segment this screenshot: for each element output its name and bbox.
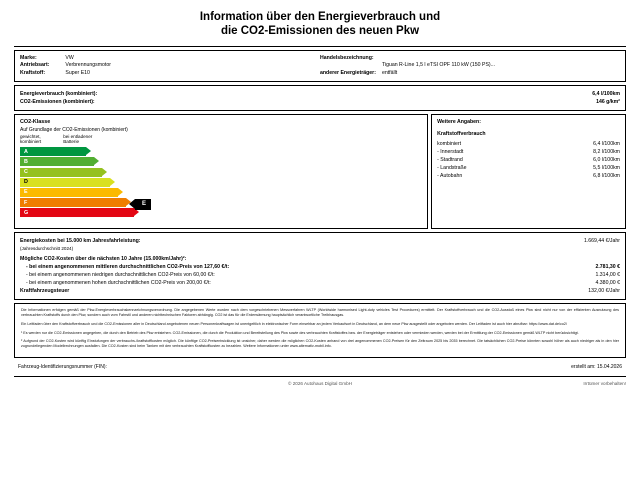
model-name-label: Handelsbezeichnung: (320, 55, 374, 61)
drive-type-label: Antriebsart: (20, 62, 50, 69)
footer-disclaimer: Irrtümer vorbehalten! (583, 380, 626, 386)
vehicle-left-column (20, 55, 320, 77)
additional-info-box (431, 114, 626, 229)
footer-copyright: © 2026 Autohaus Digital GmbH (288, 380, 352, 386)
class-label-d: D (24, 179, 28, 186)
title-divider (14, 46, 626, 47)
fc-suburban-value: 6,0 l/100km (593, 157, 620, 164)
note-weighted: gewichtet, (20, 134, 41, 140)
vehicle-tax-value: 132,00 €/Jahr (588, 288, 620, 295)
additional-info-row (437, 140, 620, 148)
co2-cost-mid-label: - bei einem angenommenen mittleren durchschnittlichen CO2-Preis von 127,60 €/t: (26, 264, 230, 271)
fin-label: Fahrzeug-Identifizierungsnummer (FIN): (18, 363, 107, 370)
fin-row (14, 358, 626, 370)
fc-rural-label: - Landstraße (437, 165, 467, 172)
fc-highway-label: - Autobahn (437, 173, 463, 180)
class-bar-c (20, 168, 102, 177)
consumption-box (14, 85, 626, 111)
class-bar-f (20, 198, 126, 207)
vehicle-tax-row (20, 287, 620, 295)
co2-class-heading: CO2-Klasse (20, 119, 51, 126)
co2-class-section (14, 114, 626, 229)
fc-city-value: 8,2 l/100km (593, 149, 620, 156)
class-bar-a (20, 147, 86, 156)
class-bar-b (20, 157, 94, 166)
fuel-label: Kraftstoff: (20, 69, 46, 76)
fuel-value: Super E10 (65, 69, 90, 76)
co2-cost-row (20, 263, 620, 271)
energy-consumption-value: 6,4 l/100km (592, 91, 620, 98)
class-label-c: C (24, 169, 28, 176)
co2-emissions-label: CO2-Emissionen (kombiniert): (20, 99, 95, 106)
vehicle-info-box (14, 50, 626, 82)
page-footer (14, 377, 626, 386)
class-bar-d (20, 178, 110, 187)
additional-info-heading: Weitere Angaben: (437, 119, 481, 126)
drive-type-value: Verbrennungsmotor (65, 62, 111, 69)
footer-left (14, 381, 134, 386)
note-combined: kombiniert (20, 139, 42, 145)
co2-cost-high-label: - bei einem angenommenen hohen durchschnittlichen CO2-Preis von 200,00 €/t: (26, 280, 211, 287)
co2-cost-low-label: - bei einem angenommenen niedrigen durchschnittlichen CO2-Preis von 60,00 €/t: (26, 272, 215, 279)
co2-cost-mid-value: 2.781,30 € (595, 264, 620, 271)
energy-consumption-label: Energieverbrauch (kombiniert): (20, 91, 98, 98)
vehicle-tax-label: Kraftfahrzeugsteuer (20, 288, 70, 295)
vehicle-right-column (320, 55, 620, 77)
class-label-e: E (24, 189, 28, 196)
brand-value: VW (65, 55, 74, 61)
legal-paragraph-1: Die Informationen erfolgen gemäß der Pkw-Energieverbrauchskennzeichnungsverordnung. Die angegebenen Werte wurden nach dem vorgeschriebenen Messverfahren WLTP (Worldwide harmonised Light-duty vehicles Test Procedures) ermittelt. Der Kraftstoffverbrauch und die CO2-Ausstoß eines Pkw sind nicht nur von der effizienten Ausnutzung des verbrauchten Kraftstoffs durch den Pkw, sondern auch vom Fahrstil und anderen nichttechnischen Faktoren abhängig. CO2 ist das für die Erderwärmung hauptsächlich verantwortliche Treibhausgas. (21, 308, 619, 318)
model-name-value: Tiguan R-Line 1,5 l eTSI OPF 110 kW (150 PS)... (381, 62, 495, 69)
title-line-1: Information über den Energieverbrauch und (199, 11, 441, 23)
co2-class-box (14, 114, 428, 229)
other-energy-label: anderer Energieträger: (320, 69, 376, 76)
class-label-b: B (24, 158, 28, 165)
additional-info-row (437, 156, 620, 164)
selected-class-label: E (142, 201, 147, 208)
creation-date: erstellt am: 15.04.2026 (571, 363, 622, 370)
class-label-g: G (24, 209, 29, 216)
additional-info-row (437, 164, 620, 172)
energy-costs-note: (Jahresdurchschnitt 2024) (20, 246, 74, 252)
co2-costs-title: Mögliche CO2-Kosten über die nächsten 10 Jahre (15.000km/Jahr)²: (20, 256, 187, 263)
costs-box (14, 232, 626, 300)
class-bar-g (20, 208, 134, 217)
note-discharged: bei entladener (63, 134, 93, 140)
fc-rural-value: 5,5 l/100km (593, 165, 620, 172)
class-bar-e (20, 188, 118, 197)
note-battery: Batterie (63, 139, 80, 145)
fc-city-label: - Innerstadt (437, 149, 464, 156)
energy-costs-label: Energiekosten bei 15.000 km Jahresfahrleistung: (20, 238, 141, 245)
brand-label: Marke: (20, 55, 37, 61)
class-label-a: A (24, 148, 28, 155)
additional-info-row (437, 148, 620, 156)
legal-text-box (14, 303, 626, 358)
co2-cost-row (20, 271, 620, 279)
co2-class-basis: Auf Grundlage der CO2-Emissionen (kombiniert) (20, 127, 128, 134)
co2-class-notes (15, 133, 427, 144)
selected-class-marker (135, 199, 151, 210)
fuel-consumption-subheading: Kraftstoffverbrauch (437, 131, 486, 138)
co2-emissions-value: 146 g/km² (596, 99, 620, 106)
fc-combined-label: kombiniert (437, 141, 462, 148)
other-energy-value: entfällt (381, 69, 398, 76)
class-label-f: F (24, 199, 28, 206)
additional-info-row (437, 172, 620, 180)
co2-cost-low-value: 1.314,00 € (595, 272, 620, 279)
legal-paragraph-3: ¹ Es werden nur die CO2-Emissionen angegeben, die durch den Betrieb des Pkw entstehen. CO2-Emissionen, die durch die Produktion und Bereitstellung des Pkw sowie des verbrauchten Kraftstoffes bzw. der Energieträger entstehen oder vermieden werden, werden bei der Ermittlung der CO2-Emissionen gemäß WLTP nicht berücksichtigt. (21, 330, 579, 335)
co2-cost-high-value: 4.380,00 € (595, 280, 620, 287)
co2-class-scale (15, 144, 427, 228)
legal-paragraph-2: Ein Leitfaden über den Kraftstoffverbrauch und die CO2-Emissionen aller in Deutschland angebotenen neuen Personenkraftwagen ist unentgeltlich in elektronischer Form einsehbar an jedem Verkaufsort in Deutschland, an dem neue Pkw ausgestellt oder angeboten werden. Der Leitfaden ist auch hier abrufbar: https://www.dat.de/co2/ (21, 321, 568, 326)
legal-paragraph-4: ² Aufgrund der CO2-Kosten wird künftig Einstufungen der verbrauchs-/kraftstoffkosten möglich. Die künftige CO2-Preisentwicklung ist unsicher, daher werden die möglichen CO2-Kosten anhand von drei angenommenen CO2-Preisen für den Zeitraum 2025 bis 2035 berechnet. Die tatsächlichen CO2-Preise könnten sowohl höher als auch niedriger als in den hier zugrundeliegenden Modellrechnungen ausfallen. Die CO2-Kosten sind beim Tanken mit den verbrauchten Kraftstoffkosten zu bezahlen. Weitere Informationen unter www.alternativ-mobil.info. (21, 339, 619, 349)
consumption-row (20, 90, 620, 98)
co2-cost-row (20, 279, 620, 287)
energy-costs-value: 1.669,44 €/Jahr (583, 238, 620, 245)
title-line-2: die CO2-Emissionen des neuen Pkw (220, 25, 420, 37)
fc-combined-value: 6,4 l/100km (593, 141, 620, 148)
page-title (14, 0, 626, 38)
fc-suburban-label: - Stadtrand (437, 157, 463, 164)
consumption-row (20, 98, 620, 106)
fc-highway-value: 6,8 l/100km (593, 173, 620, 180)
energy-costs-row (20, 237, 620, 245)
